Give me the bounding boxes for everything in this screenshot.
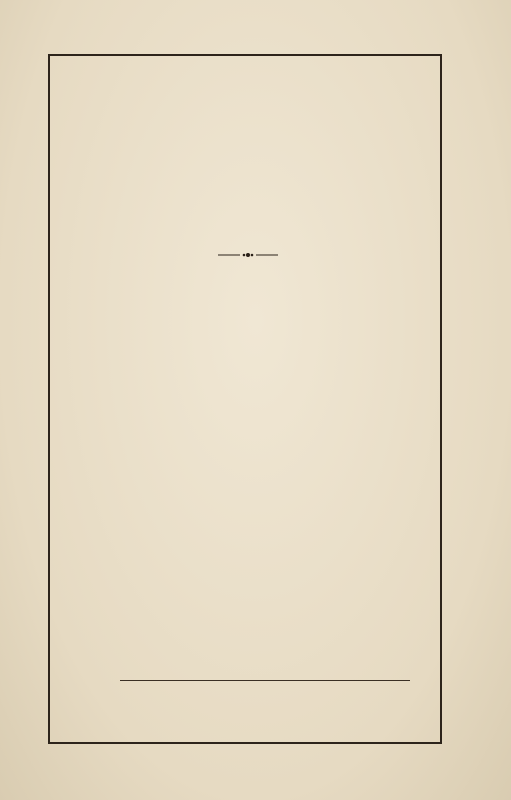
scroll-border-top <box>52 58 438 106</box>
scroll-border-left <box>52 106 96 692</box>
scroll-border-right <box>394 106 438 692</box>
ornamental-rule <box>218 252 278 258</box>
printer-divider <box>120 680 410 681</box>
scroll-border-bottom <box>52 692 438 740</box>
song-content <box>102 110 388 690</box>
